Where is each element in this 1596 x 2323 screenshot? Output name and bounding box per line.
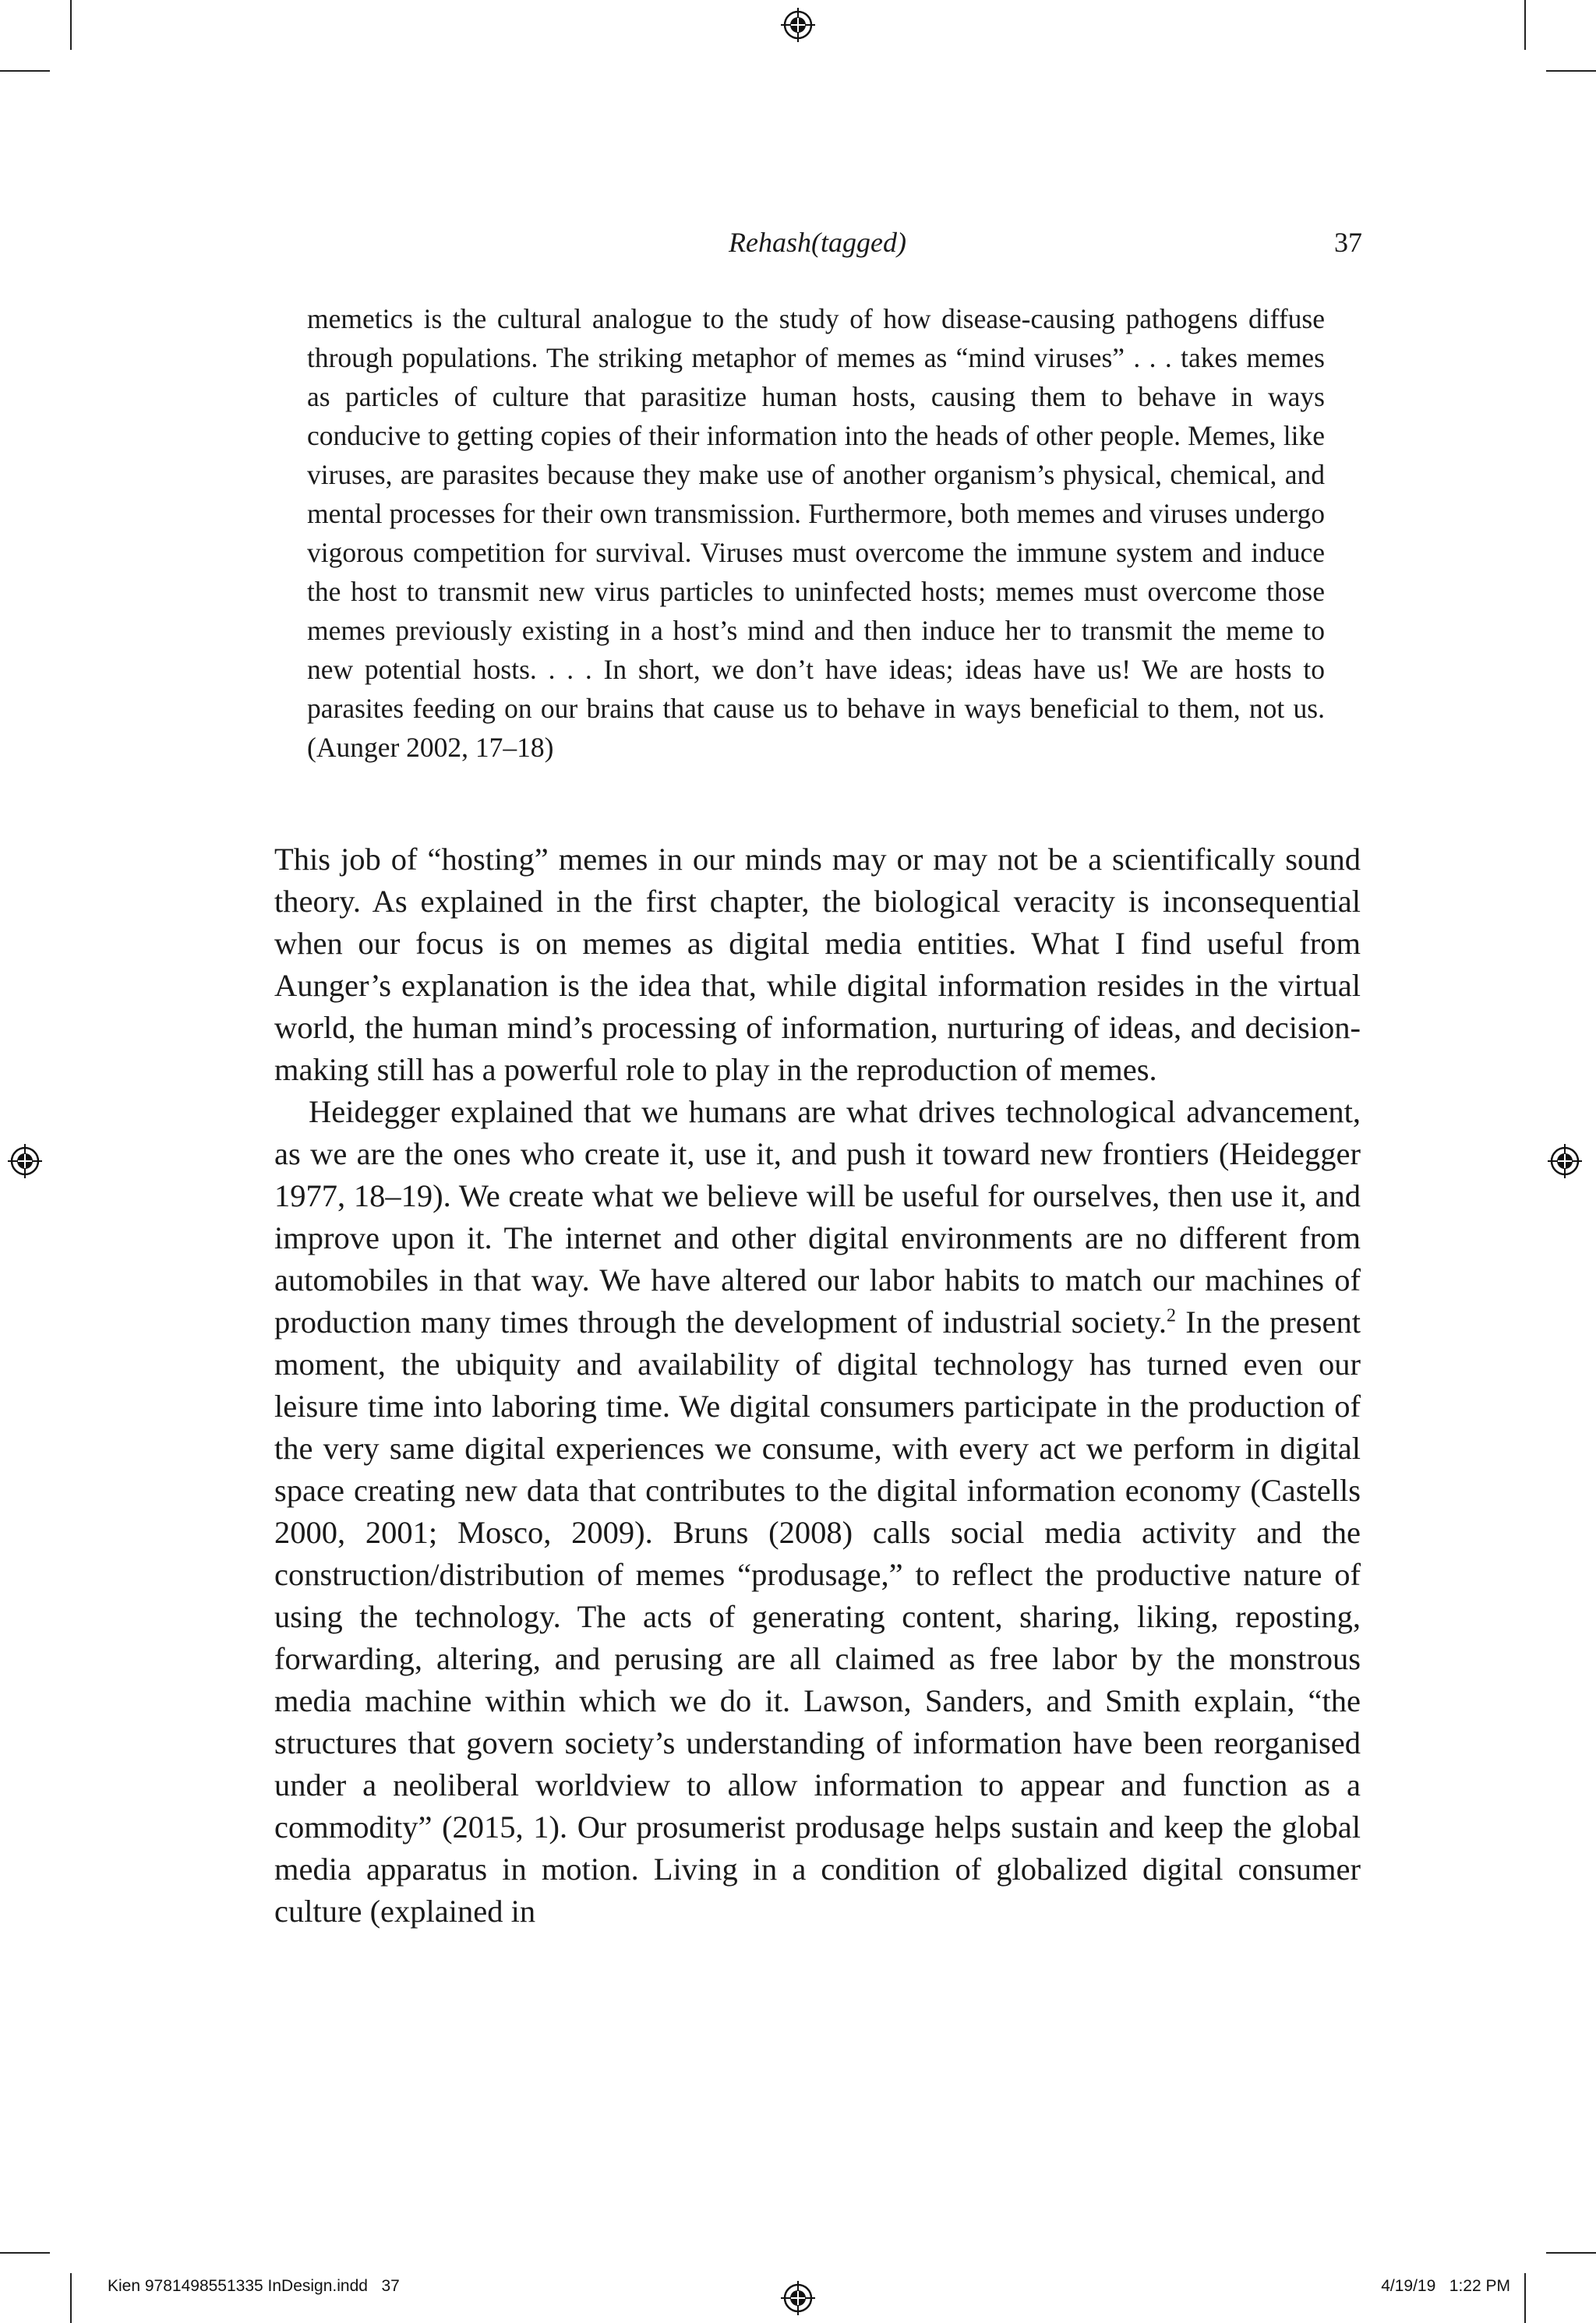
crop-mark-top-left-vertical — [70, 0, 72, 50]
registration-mark-icon — [8, 1144, 42, 1178]
crop-mark-bottom-right-vertical — [1524, 2273, 1526, 2323]
crop-mark-top-right-horizontal — [1546, 70, 1596, 72]
page-number: 37 — [1334, 227, 1362, 258]
block-quote — [307, 299, 1325, 767]
running-head — [273, 226, 1362, 262]
footnote-marker[interactable]: 2 — [1167, 1305, 1176, 1326]
slug-timestamp: 4/19/19 1:22 PM — [1381, 2277, 1510, 2295]
body-text — [274, 838, 1361, 1933]
crop-mark-bottom-right-horizontal — [1546, 2252, 1596, 2254]
paragraph-text: Heidegger explained that we humans are what drives technological advancement, as we are the ones who create it, use it, and push it toward new frontiers (Heidegger 1977, 18–19). We create what we believe will be useful for ourselves, then use it, and improve upon it. The internet and other digital environments are no different from automobiles in that way. We have altered our labor habits to match our machines of production many times through the development of industrial society. — [274, 1094, 1361, 1340]
body-paragraph: This job of “hosting” memes in our minds may or may not be a scientifically sound theory. As explained in the first chapter, the biological veracity is inconsequential when our focus is on memes as digital media entities. What I find useful from Aunger’s explanation is the idea that, while digital information resides in the virtual world, the human mind’s processing of information, nurturing of ideas, and decision-making still has a powerful role to play in the reproduction of memes. — [274, 842, 1361, 1087]
crop-mark-top-left-horizontal — [0, 70, 50, 72]
crop-mark-bottom-left-horizontal — [0, 2252, 50, 2254]
block-quote-text: memetics is the cultural analogue to the study of how disease-causing pathogens diffuse through populations. The striking metaphor of memes as “mind viruses” . . . takes memes as particles of culture that parasitize human hosts, causing them to behave in ways conducive to getting copies of their information into the heads of other people. Memes, like viruses, are parasites because they make use of another organism’s physical, chemical, and mental processes for their own transmission. Furthermore, both memes and viruses undergo vigorous competition for survival. Viruses must overcome the immune system and induce the host to transmit new virus particles to uninfected hosts; memes must overcome those memes previously existing in a host’s mind and then induce her to transmit the meme to new potential hosts. . . . In short, we don’t have ideas; ideas have us! We are hosts to parasites feeding on our brains that cause us to behave in ways beneficial to them, not us. (Aunger 2002, 17–18) — [307, 303, 1325, 763]
body-paragraph — [274, 1091, 1361, 1933]
crop-mark-bottom-left-vertical — [70, 2273, 72, 2323]
slug-file-info: Kien 9781498551335 InDesign.indd 37 — [108, 2277, 400, 2295]
registration-mark-icon — [1548, 1144, 1582, 1178]
registration-mark-icon — [781, 2281, 815, 2315]
crop-mark-top-right-vertical — [1524, 0, 1526, 50]
registration-mark-icon — [781, 8, 815, 42]
paragraph-text: In the present moment, the ubiquity and availability of digital technology has turned even our leisure time into laboring time. We digital consumers participate in the production of the very same digital experiences we consume, with every act we perform in digital space creating new data that contributes to the digital information economy (Castells 2000, 2001; Mosco, 2009). Bruns (2008) calls social media activity and the construction/distribution of memes “produsage,” to reflect the productive nature of using the technology. The acts of generating content, sharing, liking, reposting, forwarding, altering, and perusing are all claimed as free labor by the monstrous media machine within which we do it. Lawson, Sanders, and Smith explain, “the structures that govern society’s understanding of information have been reorganised under a neoliberal worldview to allow information to appear and function as a commodity” (2015, 1). Our prosumerist produsage helps sustain and keep the global media apparatus in motion. Living in a condition of globalized digital consumer culture (explained in — [274, 1304, 1361, 1929]
running-head-title: Rehash(tagged) — [729, 227, 906, 258]
